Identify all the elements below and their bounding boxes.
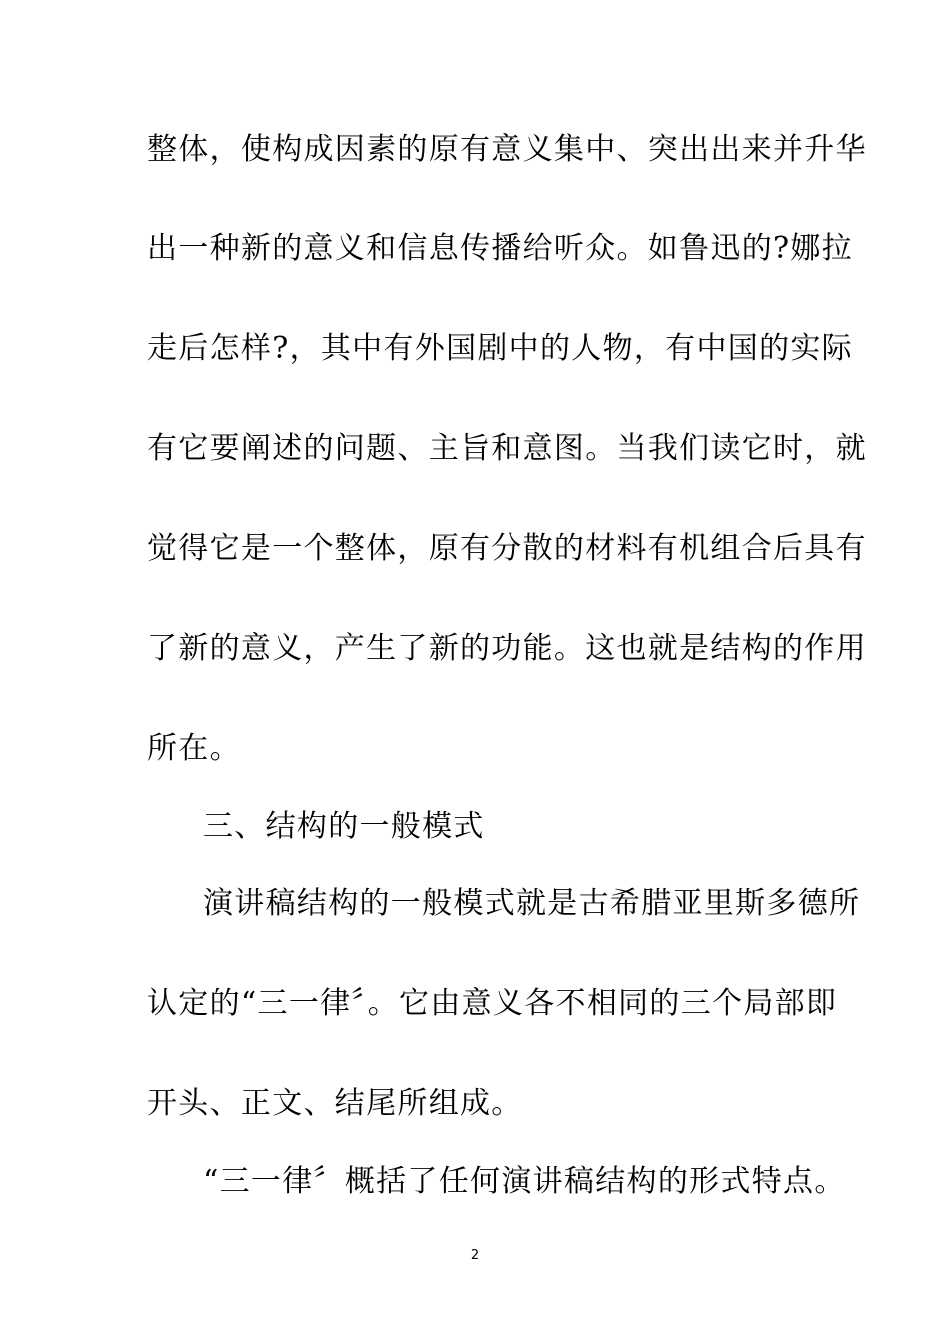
paragraph-line-11: “三一律〞概括了任何演讲稿结构的形式特点。 bbox=[203, 1164, 846, 1199]
section-heading: 三、结构的一般模式 bbox=[203, 809, 485, 844]
paragraph-line-8: 演讲稿结构的一般模式就是古希腊亚里斯多德所 bbox=[203, 886, 861, 921]
paragraph-line-7: 所在。 bbox=[147, 731, 241, 766]
paragraph-line-6: 了新的意义，产生了新的功能。这也就是结构的作用 bbox=[147, 631, 867, 666]
paragraph-line-2: 出一种新的意义和信息传播给听众。如鲁迅的?娜拉 bbox=[147, 231, 853, 266]
paragraph-line-5: 觉得它是一个整体，原有分散的材料有机组合后具有 bbox=[147, 531, 867, 566]
paragraph-line-1: 整体，使构成因素的原有意义集中、突出出来并升华 bbox=[147, 132, 867, 167]
page-number: 2 bbox=[470, 1248, 480, 1263]
paragraph-line-10: 开头、正文、结尾所组成。 bbox=[147, 1086, 523, 1121]
paragraph-line-3: 走后怎样?，其中有外国剧中的人物，有中国的实际 bbox=[147, 331, 853, 366]
paragraph-line-9: 认定的“三一律〞。它由意义各不相同的三个局部即 bbox=[147, 986, 838, 1021]
paragraph-line-4: 有它要阐述的问题、主旨和意图。当我们读它时，就 bbox=[147, 431, 867, 466]
